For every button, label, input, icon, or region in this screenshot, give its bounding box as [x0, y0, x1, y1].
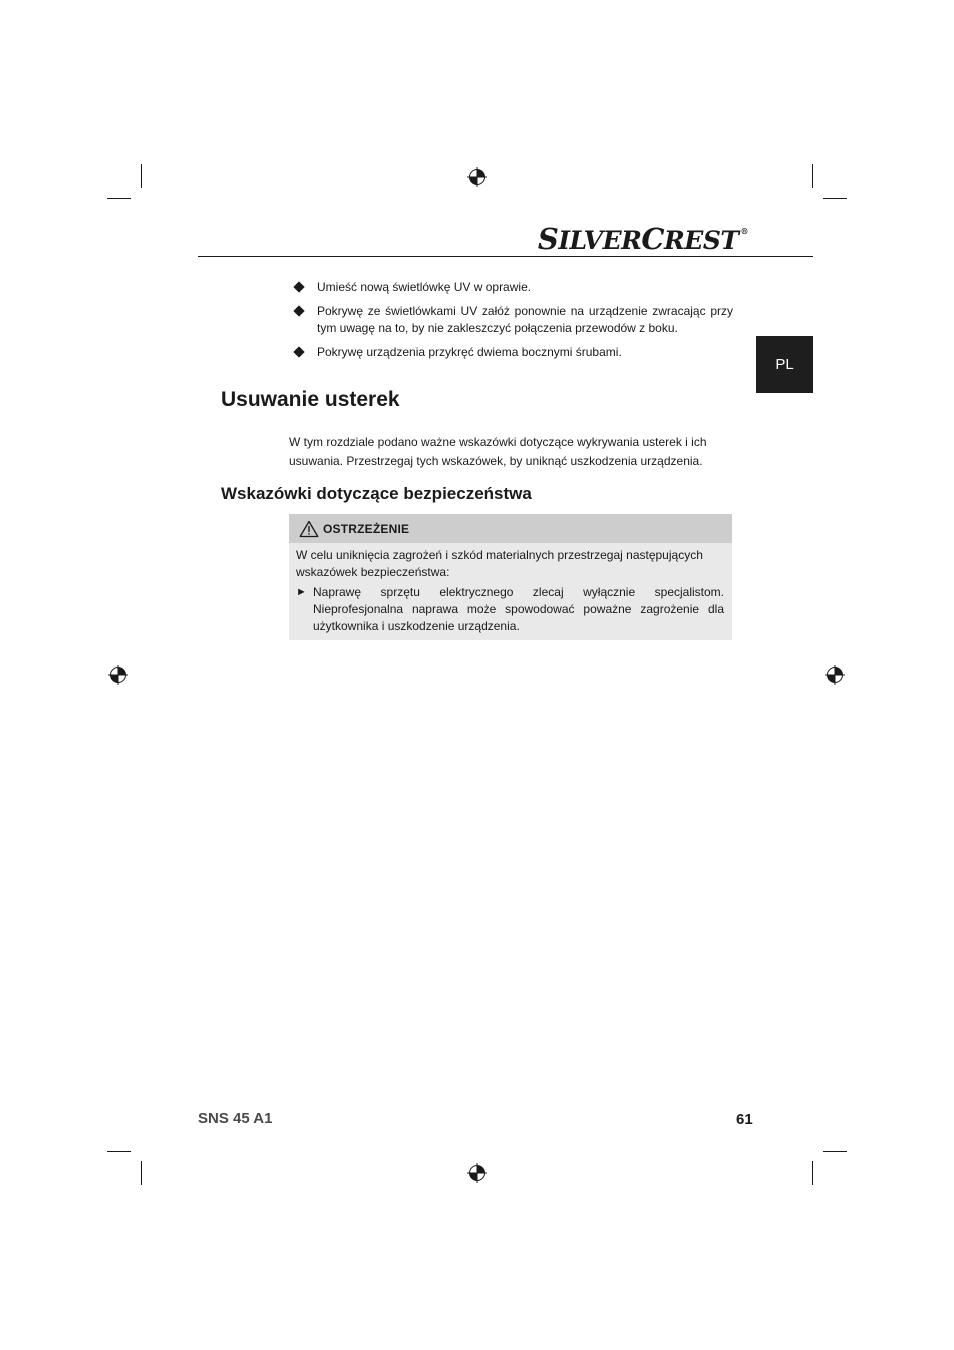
crop-mark — [812, 1161, 813, 1185]
language-tab-label: PL — [775, 356, 794, 373]
section-intro: W tym rozdziale podano ważne wskazówki dotyczące wykrywania usterek i ich usuwania. Przestrzegaj tych wskazówek, by uniknąć uszkodzenia urządzenia. — [289, 435, 707, 468]
crop-mark — [141, 1161, 142, 1185]
step-list — [293, 279, 733, 368]
crop-mark — [107, 198, 131, 199]
list-item — [293, 303, 733, 337]
crop-mark — [141, 164, 142, 188]
warning-intro: W celu uniknięcia zagrożeń i szkód materialnych przestrzegaj następujących wskazówek bezpieczeństwa: — [296, 548, 703, 579]
list-item-text: Umieść nową świetlówkę UV w oprawie. — [317, 280, 532, 294]
logo-letter: C — [641, 222, 664, 256]
subsection-title: Wskazówki dotyczące bezpieczeństwa — [221, 484, 532, 503]
registered-mark: ® — [740, 226, 748, 236]
warning-triangle-icon — [299, 520, 319, 538]
warning-label: OSTRZEŻENIE — [323, 521, 410, 536]
registration-mark-icon — [467, 167, 487, 187]
page-number: 61 — [736, 1111, 753, 1128]
warning-item-text: Naprawę sprzętu elektrycznego zlecaj wyłącznie specjalistom. Nieprofesjonalna naprawa może spowodować poważne zagrożenie dla użytkownika i uszkodzenie urządzenia. — [313, 585, 724, 633]
language-tab — [756, 336, 813, 393]
logo-text: REST — [664, 226, 739, 255]
crop-mark — [823, 1151, 847, 1152]
list-item-text: Pokrywę urządzenia przykręć dwiema bocznymi śrubami. — [317, 345, 622, 359]
header-rule — [198, 256, 813, 257]
registration-mark-icon — [467, 1163, 487, 1183]
registration-mark-icon — [825, 665, 845, 685]
section-title: Usuwanie usterek — [221, 388, 400, 411]
list-item — [293, 279, 733, 296]
diamond-bullet-icon — [293, 281, 304, 292]
warning-header — [289, 514, 732, 543]
registration-mark-icon — [108, 665, 128, 685]
logo-letter: S — [537, 222, 559, 256]
crop-mark — [823, 198, 847, 199]
crop-mark — [812, 164, 813, 188]
diamond-bullet-icon — [293, 346, 304, 357]
diamond-bullet-icon — [293, 305, 304, 316]
brand-logo — [538, 222, 748, 256]
warning-body — [289, 543, 732, 635]
footer-model: SNS 45 A1 — [198, 1110, 273, 1127]
logo-text: ILVER — [558, 226, 642, 255]
crop-mark — [107, 1151, 131, 1152]
list-item-text: Pokrywę ze świetlówkami UV załóż ponownie na urządzenie zwracając przy tym uwagę na to, by nie zakleszczyć połączenia przewodów z boku. — [317, 304, 733, 335]
arrow-bullet-icon: ► — [296, 586, 307, 598]
list-item — [293, 344, 733, 361]
warning-item — [296, 584, 724, 635]
warning-box — [289, 514, 732, 640]
